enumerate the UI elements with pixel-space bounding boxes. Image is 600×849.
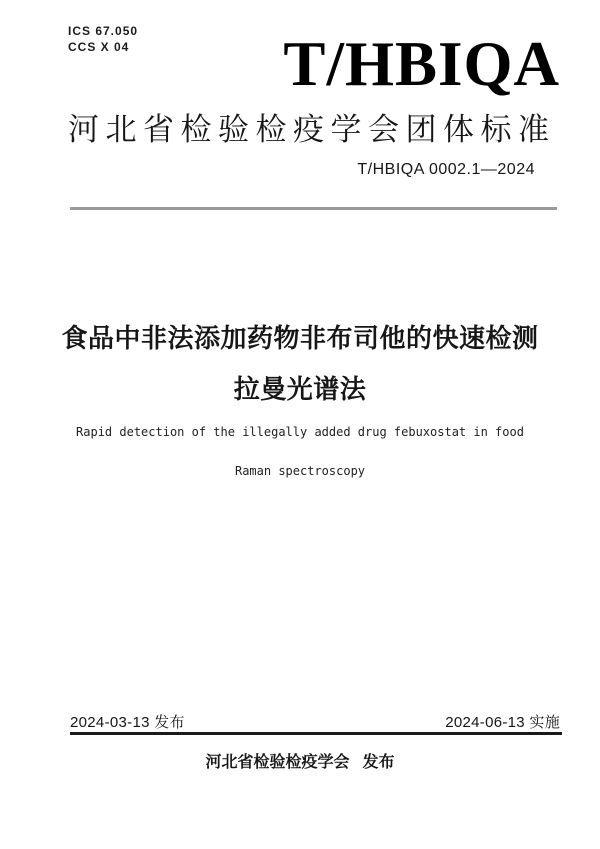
ccs-code: CCS X 04 [68,40,130,54]
dates-row [70,711,560,732]
implement-date: 2024-06-13 实施 [445,714,560,731]
document-title-en-line2: Raman spectroscopy [234,464,366,478]
standard-body-logo-text: T/HBIQA [283,29,560,99]
footer-divider-rule [70,732,562,735]
publisher-row [0,749,600,772]
document-title-en-line1: Rapid detection of the illegally added drug febuxostat in food [76,425,524,439]
issue-date: 2024-03-13 发布 [70,714,185,731]
ics-code: ICS 67.050 [68,24,139,38]
publisher-name: 河北省检验检疫学会 [205,754,350,771]
standard-number: T/HBIQA 0002.1—2024 [357,161,535,178]
association-standard-heading: 河北省检验检疫学会团体标准 [68,112,556,147]
publisher-action-label: 发布 [362,754,395,771]
document-title-zh-line2: 拉曼光谱法 [233,374,367,404]
document-title-zh-line1: 食品中非法添加药物非布司他的快速检测 [61,323,539,353]
header-divider-rule [70,207,557,210]
